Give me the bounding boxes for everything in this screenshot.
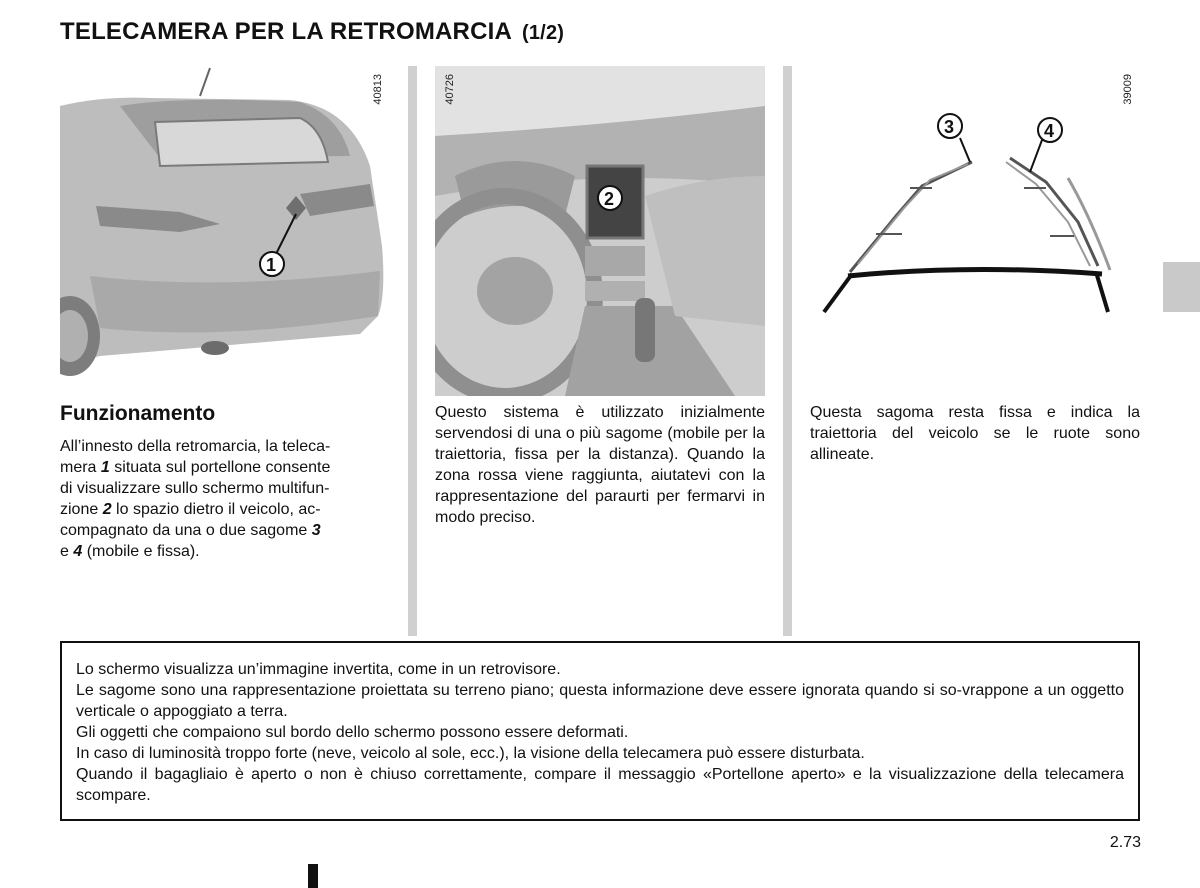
col1-text: zione	[60, 501, 103, 518]
note-box	[60, 641, 1140, 821]
col1-line	[60, 499, 390, 520]
figure-code-40813: 40813	[372, 74, 384, 105]
col1-text: situata sul portellone consente	[109, 459, 331, 476]
ref-2: 2	[102, 501, 112, 518]
page-marker	[308, 864, 318, 888]
car-rear-figure	[60, 66, 390, 382]
guidelines-illustration	[810, 66, 1140, 326]
note-line: Lo schermo visualizza un’immagine invertita, come in un retrovisore.	[76, 661, 561, 678]
callout-4-label: 4	[1044, 121, 1055, 141]
title-part: (1/2)	[522, 22, 565, 44]
guidelines-figure	[810, 66, 1140, 326]
page-number: 2.73	[1109, 834, 1141, 851]
ref-4: 4	[73, 543, 83, 560]
note-line: In caso di luminosità troppo forte (neve, veicolo al sole, ecc.), la visione della telecamera può essere disturbata.	[76, 745, 865, 762]
col1-paragraph	[60, 436, 390, 562]
col1-text: compagnato da una o due sagome	[60, 522, 312, 539]
section-heading: Funzionamento	[60, 402, 216, 425]
col3-paragraph: Questa sagoma resta fissa e indica la traiettoria del veicolo se le ruote sono allineate.	[810, 404, 1140, 463]
col1-text: (mobile e fissa).	[82, 543, 200, 560]
ref-1: 1	[100, 459, 110, 476]
callout-3-label: 3	[944, 117, 955, 137]
chapter-tab	[1163, 262, 1200, 312]
note-line: Le sagome sono una rappresentazione proiettata su terreno piano; questa informazione deve essere ignorata quando si so-vrappone a un oggetto verticale o appoggiato a terra.	[76, 682, 1124, 720]
col1-text: mera	[60, 459, 101, 476]
title-text: TELECAMERA PER LA RETROMARCIA	[60, 18, 512, 45]
column-separator-1	[408, 66, 417, 636]
figure-code-40726: 40726	[444, 74, 456, 105]
car-rear-illustration	[60, 66, 390, 382]
col1-line	[60, 541, 390, 562]
dashboard-figure	[435, 66, 765, 396]
column-separator-2	[783, 66, 792, 636]
page-title	[60, 18, 564, 46]
col1-text: lo spazio dietro il veicolo, ac-	[111, 501, 321, 518]
col1-line: di visualizzare sullo schermo multifun-	[60, 480, 330, 497]
figure-code-39009: 39009	[1122, 74, 1134, 105]
col1-line	[60, 520, 390, 541]
dashboard-illustration	[435, 66, 765, 396]
note-line: Gli oggetti che compaiono sul bordo dello schermo possono essere deformati.	[76, 724, 629, 741]
callout-1-label: 1	[266, 255, 277, 275]
col2-paragraph: Questo sistema è utilizzato inizialmente servendosi di una o più sagome (mobile per la traiettoria, fissa per la distanza). Quando la zona rossa viene raggiunta, aiutatevi con la rappresentazione del paraurti per fermarvi in modo preciso.	[435, 404, 765, 526]
col1-line	[60, 457, 390, 478]
col1-line: All’innesto della retromarcia, la teleca-	[60, 438, 331, 455]
callout-2-label: 2	[604, 189, 615, 209]
ref-3: 3	[311, 522, 321, 539]
col1-text: e	[60, 543, 74, 560]
note-line: Quando il bagagliaio è aperto o non è chiuso correttamente, compare il messaggio «Portellone aperto» e la visualizzazione della telecamera scompare.	[76, 766, 1124, 804]
